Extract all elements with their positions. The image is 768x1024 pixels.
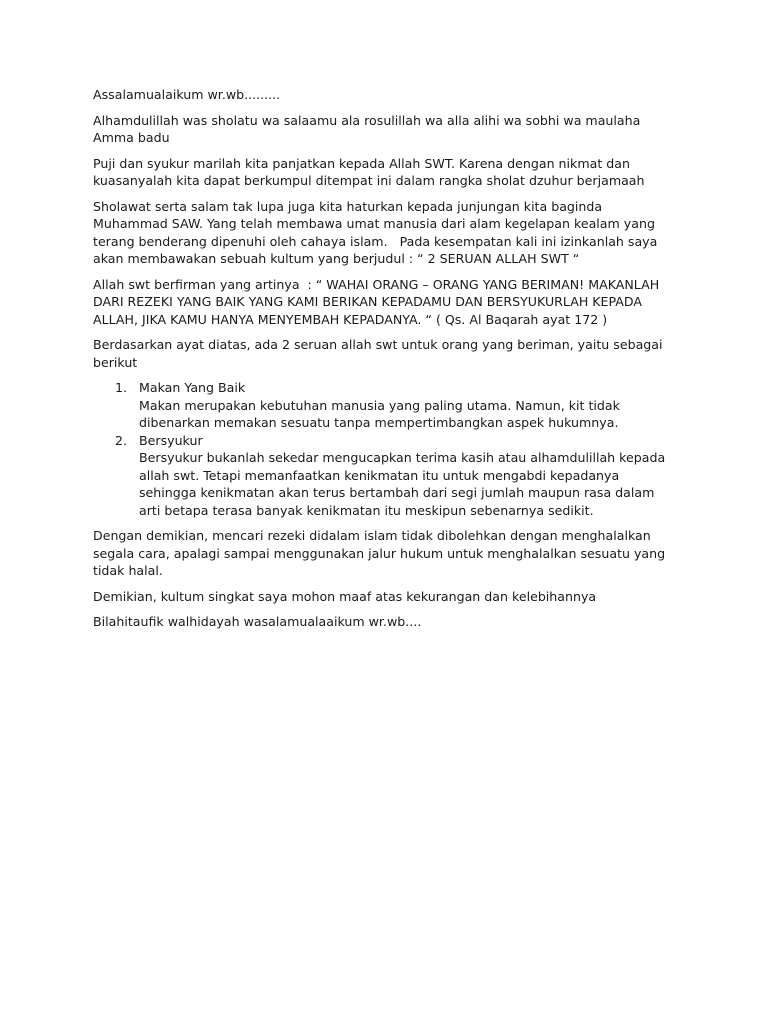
praise-line: kuasanyalah kita dapat berkumpul ditempat ini dalam rangka sholat dzuhur berjamaah [93,173,645,188]
list-item [93,432,672,520]
sholawat-line: akan membawakan sebuah kultum yang berjudul : “ 2 SERUAN ALLAH SWT “ [93,251,580,266]
verse-paragraph [93,276,672,329]
conclusion-line: segala cara, apalagi sampai menggunakan jalur hukum untuk menghalalkan sesuatu yang [93,545,666,561]
numbered-list [93,379,672,519]
list-item-number: 1. [115,380,128,395]
list-item-line: allah swt. Tetapi memanfaatkan kenikmatan itu untuk mengabdi kepadanya [139,467,620,483]
list-item [93,379,672,432]
intro-list-line: Berdasarkan ayat diatas, ada 2 seruan allah swt untuk orang yang beriman, yaitu sebagai [93,337,663,352]
farewell-paragraph [93,613,672,631]
verse-line: DARI REZEKI YANG BAIK YANG KAMI BERIKAN KEPADAMU DAN BERSYUKURLAH KEPADA [93,294,643,309]
sholawat-paragraph [93,198,672,268]
verse-line: Allah swt berfirman yang artinya : “ WAHAI ORANG – ORANG YANG BERIMAN! MAKANLAH [93,276,660,292]
closing-paragraph [93,588,672,606]
conclusion-line: tidak halal. [93,563,163,578]
list-item-line: Bersyukur bukanlah sekedar mengucapkan terima kasih atau alhamdulillah kepada [139,450,666,465]
conclusion-line: Dengan demikian, mencari rezeki didalam islam tidak dibolehkan dengan menghalalkan [93,528,651,543]
farewell-text: Bilahitaufik walhidayah wasalamualaaikum wr.wb.... [93,614,422,629]
praise-line: Puji dan syukur marilah kita panjatkan kepada Allah SWT. Karena dengan nikmat dan [93,155,630,171]
verse-line: ALLAH, JIKA KAMU HANYA MENYEMBAH KEPADANYA. “ ( Qs. Al Baqarah ayat 172 ) [93,311,608,327]
list-item-line: dibenarkan memakan sesuatu tanpa mempertimbangkan aspek hukumnya. [139,415,619,430]
praise-paragraph [93,155,672,190]
sholawat-line: terang benderang dipenuhi oleh cahaya islam. Pada kesempatan kali ini izinkanlah saya [93,233,658,249]
conclusion-paragraph [93,527,672,580]
opening-paragraph [93,112,672,147]
intro-list-paragraph [93,336,672,371]
intro-list-line: berikut [93,354,138,370]
list-item-line: arti betapa terasa banyak kenikmatan itu meskipun sebenarnya sedikit. [139,502,594,518]
opening-line: Amma badu [93,130,170,145]
list-item-number: 2. [115,432,128,448]
list-item-line: sehingga kenikmatan akan terus bertambah dari segi jumlah maupun rasa dalam [139,485,655,500]
list-item-heading: Makan Yang Baik [139,380,246,395]
greeting-paragraph [93,86,672,104]
greeting-text: Assalamualaikum wr.wb......... [93,87,281,102]
sholawat-line: Sholawat serta salam tak lupa juga kita haturkan kepada junjungan kita baginda [93,198,603,214]
list-item-line: Makan merupakan kebutuhan manusia yang paling utama. Namun, kit tidak [139,397,620,413]
sholawat-line: Muhammad SAW. Yang telah membawa umat manusia dari alam kegelapan kealam yang [93,216,655,231]
closing-text: Demikian, kultum singkat saya mohon maaf atas kekurangan dan kelebihannya [93,588,597,604]
opening-line: Alhamdulillah was sholatu wa salaamu ala rosulillah wa alla alihi wa sobhi wa maulaha [93,112,641,128]
list-item-heading: Bersyukur [139,432,203,448]
